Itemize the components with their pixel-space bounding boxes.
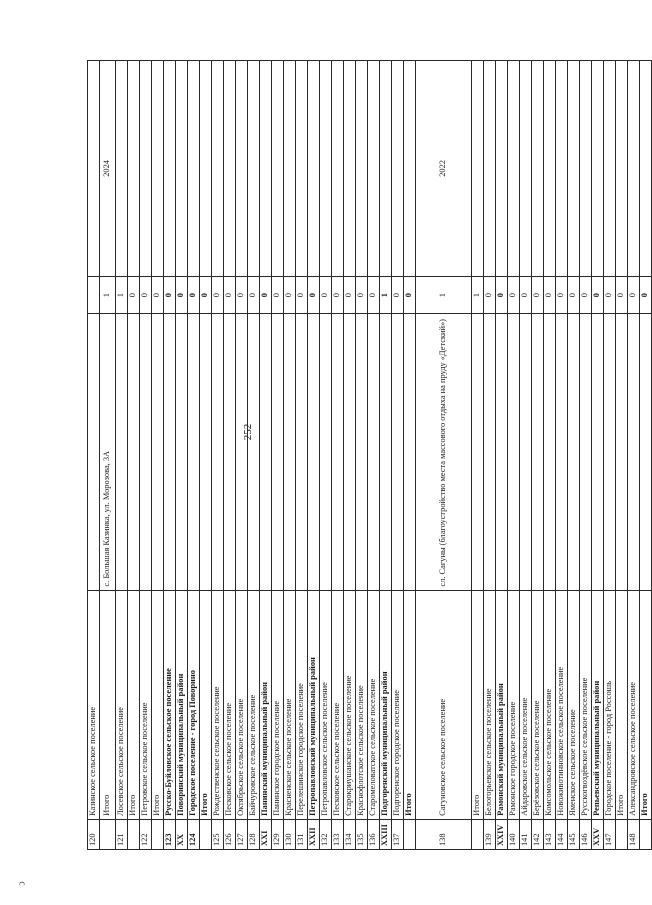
object-count-cell: 0 [260,276,272,314]
settlement-name-cell: Итого [200,590,212,819]
implementation-year-cell [332,61,344,277]
object-address-cell [580,314,592,590]
settlement-name-cell: Репьевский муниципальный район [592,590,604,819]
object-count-cell: 0 [404,276,416,314]
object-address-cell [356,314,368,590]
object-count-cell: 0 [308,276,320,314]
row-number-cell: 121 [116,819,128,849]
settlement-name-cell: Поворинский муниципальный район [176,590,188,819]
object-count-cell: 0 [344,276,356,314]
table-row [544,61,556,850]
object-address-cell [404,314,416,590]
object-address-cell: с. Большая Казинка, ул. Морозова, 3А [100,314,116,590]
object-count-cell: 0 [628,276,640,314]
settlement-name-cell: Итого [152,590,164,819]
object-address-cell [140,314,152,590]
object-count-cell: 0 [616,276,628,314]
row-number-cell: 131 [296,819,308,849]
implementation-year-cell [580,61,592,277]
object-address-cell [320,314,332,590]
row-number-cell [640,819,652,849]
row-number-cell: XXIV [496,819,508,849]
settlement-name-cell: Песковское сельское поселение [224,590,236,819]
settlement-name-cell: Итого [472,590,484,819]
row-number-cell: XXI [260,819,272,849]
table-row [616,61,628,850]
table-row [496,61,508,850]
object-count-cell: 0 [580,276,592,314]
implementation-year-cell [616,61,628,277]
row-number-cell [100,819,116,849]
settlement-name-cell: Белогорьевское сельское поселение [484,590,496,819]
settlement-name-cell: Рамонский муниципальный район [496,590,508,819]
row-number-cell: 146 [580,819,592,849]
row-number-cell: 128 [248,819,260,849]
object-count-cell: 1 [416,276,472,314]
object-count-cell: 0 [568,276,580,314]
object-address-cell [604,314,616,590]
implementation-year-cell [556,61,568,277]
implementation-year-cell [520,61,532,277]
row-number-cell: 120 [88,819,100,849]
table-row [392,61,404,850]
stray-margin-mark: ↄ [16,881,28,886]
object-count-cell: 0 [284,276,296,314]
table-row [580,61,592,850]
implementation-year-cell [260,61,272,277]
settlement-name-cell: Берёзовское сельское поселение [532,590,544,819]
settlement-name-cell: Подгоренский муниципальный район [380,590,392,819]
row-number-cell [472,819,484,849]
object-count-cell: 0 [332,276,344,314]
implementation-year-cell [592,61,604,277]
settlement-name-cell: Итого [100,590,116,819]
implementation-year-cell [472,61,484,277]
object-address-cell [508,314,520,590]
object-address-cell [284,314,296,590]
object-count-cell [88,276,100,314]
row-number-cell: 147 [604,819,616,849]
row-number-cell: 130 [284,819,296,849]
implementation-year-cell [496,61,508,277]
object-address-cell [484,314,496,590]
settlement-name-cell: Краснофлотское сельское поселение [356,590,368,819]
object-address-cell [520,314,532,590]
object-address-cell [344,314,356,590]
object-address-cell [640,314,652,590]
object-address-cell [332,314,344,590]
table-row [472,61,484,850]
settlement-name-cell: Панинское городское поселение [272,590,284,819]
object-address-cell [152,314,164,590]
object-count-cell: 0 [532,276,544,314]
object-address-cell [272,314,284,590]
table-row [212,61,224,850]
implementation-year-cell [368,61,380,277]
object-address-cell [248,314,260,590]
object-count-cell: 1 [380,276,392,314]
table-row [164,61,176,850]
object-address-cell [128,314,140,590]
settlement-name-cell: Песковское сельское поселение [332,590,344,819]
table-row [100,61,116,850]
implementation-year-cell [568,61,580,277]
implementation-year-cell [544,61,556,277]
table-row [260,61,272,850]
row-number-cell [152,819,164,849]
object-address-cell [308,314,320,590]
row-number-cell: 144 [556,819,568,849]
object-address-cell [592,314,604,590]
table-row [332,61,344,850]
settlement-name-cell: Старокриушанское сельское поселение [344,590,356,819]
table-row [368,61,380,850]
table-row [320,61,332,850]
object-address-cell [616,314,628,590]
table-row [344,61,356,850]
table-row [416,61,472,850]
row-number-cell: 134 [344,819,356,849]
object-address-cell [532,314,544,590]
row-number-cell: 126 [224,819,236,849]
row-number-cell: 137 [392,819,404,849]
object-count-cell: 0 [140,276,152,314]
object-count-cell: 0 [356,276,368,314]
implementation-year-cell: 2024 [100,61,116,277]
implementation-year-cell [484,61,496,277]
row-number-cell: 148 [628,819,640,849]
row-number-cell [200,819,212,849]
table-row [272,61,284,850]
object-address-cell [496,314,508,590]
object-address-cell [544,314,556,590]
row-number-cell: 143 [544,819,556,849]
object-count-cell: 0 [212,276,224,314]
table-row [604,61,616,850]
object-count-cell: 1 [100,276,116,314]
implementation-year-cell [404,61,416,277]
implementation-year-cell: 2022 [416,61,472,277]
table-row [380,61,392,850]
implementation-year-cell [272,61,284,277]
object-count-cell: 0 [484,276,496,314]
object-address-cell [236,314,248,590]
settlement-name-cell: Сагуновское сельское поселение [416,590,472,819]
settlement-name-cell: Панинский муниципальный район [260,590,272,819]
object-count-cell: 1 [116,276,128,314]
implementation-year-cell [176,61,188,277]
object-address-cell [188,314,200,590]
object-count-cell: 0 [164,276,176,314]
object-count-cell: 0 [368,276,380,314]
object-count-cell: 0 [272,276,284,314]
row-number-cell: 140 [508,819,520,849]
row-number-cell: 132 [320,819,332,849]
row-number-cell: 135 [356,819,368,849]
object-address-cell [472,314,484,590]
implementation-year-cell [188,61,200,277]
settlement-name-cell: Байчуровское сельское поселение [248,590,260,819]
object-address-cell [296,314,308,590]
object-count-cell: 0 [320,276,332,314]
implementation-year-cell [116,61,128,277]
settlements-table [87,60,652,850]
row-number-cell: 136 [368,819,380,849]
settlement-name-cell: Красненское сельское поселение [284,590,296,819]
object-address-cell [164,314,176,590]
table-row [532,61,544,850]
table-row [404,61,416,850]
object-count-cell: 0 [248,276,260,314]
row-number-cell: 122 [140,819,152,849]
implementation-year-cell [152,61,164,277]
object-count-cell: 0 [544,276,556,314]
settlement-name-cell: Айдаровское сельское поселение [520,590,532,819]
row-number-cell: 139 [484,819,496,849]
table-row [308,61,320,850]
row-number-cell: 129 [272,819,284,849]
implementation-year-cell [604,61,616,277]
settlement-name-cell: Итого [640,590,652,819]
object-address-cell [368,314,380,590]
settlement-name-cell: Александровское сельское поселение [628,590,640,819]
row-number-cell: 124 [188,819,200,849]
object-count-cell: 0 [176,276,188,314]
table-row [116,61,128,850]
object-address-cell [568,314,580,590]
table-row [356,61,368,850]
object-count-cell: 0 [556,276,568,314]
implementation-year-cell [320,61,332,277]
implementation-year-cell [164,61,176,277]
settlement-name-cell: Рамонское городское поселение [508,590,520,819]
settlement-name-cell: Перелешинское городское поселение [296,590,308,819]
row-number-cell: 133 [332,819,344,849]
object-address-cell [556,314,568,590]
implementation-year-cell [200,61,212,277]
settlement-name-cell: Лосевское сельское поселение [116,590,128,819]
table-row [296,61,308,850]
settlement-name-cell: Подгоренское городское поселение [392,590,404,819]
implementation-year-cell [140,61,152,277]
settlement-name-cell: Новоживотинновское сельское поселение [556,590,568,819]
row-number-cell: 141 [520,819,532,849]
table-row [520,61,532,850]
row-number-cell: 138 [416,819,472,849]
settlement-name-cell: Итого [128,590,140,819]
implementation-year-cell [88,61,100,277]
table-row [592,61,604,850]
implementation-year-cell [296,61,308,277]
table-row [176,61,188,850]
settlement-name-cell: Яменское сельское поселение [568,590,580,819]
row-number-cell [128,819,140,849]
table-row [128,61,140,850]
implementation-year-cell [284,61,296,277]
table-row [628,61,640,850]
table-row [188,61,200,850]
object-count-cell: 0 [640,276,652,314]
object-count-cell: 0 [508,276,520,314]
object-address-cell [212,314,224,590]
object-count-cell: 0 [224,276,236,314]
object-count-cell: 0 [200,276,212,314]
settlement-name-cell: Петропавловский муниципальный район [308,590,320,819]
object-address-cell [176,314,188,590]
table-row [224,61,236,850]
object-address-cell [392,314,404,590]
implementation-year-cell [640,61,652,277]
table-row [140,61,152,850]
table-row [484,61,496,850]
settlement-name-cell: Петровское сельское поселение [140,590,152,819]
object-count-cell: 0 [152,276,164,314]
row-number-cell: 123 [164,819,176,849]
implementation-year-cell [308,61,320,277]
table-row [508,61,520,850]
settlement-name-cell: Казинское сельское поселение [88,590,100,819]
table-row [556,61,568,850]
object-address-cell: сл. Сагуны (благоустройство места массового отдыха на пруду «Детский») [416,314,472,590]
object-count-cell: 0 [520,276,532,314]
settlement-name-cell: Русско-Буйловское сельское поселение [164,590,176,819]
implementation-year-cell [236,61,248,277]
object-count-cell: 1 [472,276,484,314]
table-row [284,61,296,850]
row-number-cell [404,819,416,849]
settlement-name-cell: Октябрьское сельское поселение [236,590,248,819]
settlement-name-cell: Русскогвоздёвское сельское поселение [580,590,592,819]
row-number-cell: XXII [308,819,320,849]
object-count-cell: 0 [236,276,248,314]
object-count-cell: 0 [188,276,200,314]
object-address-cell [88,314,100,590]
implementation-year-cell [508,61,520,277]
settlement-name-cell: Итого [404,590,416,819]
object-address-cell [200,314,212,590]
row-number-cell: 142 [532,819,544,849]
object-count-cell: 0 [128,276,140,314]
table-row [248,61,260,850]
table-row [640,61,652,850]
implementation-year-cell [380,61,392,277]
row-number-cell [616,819,628,849]
implementation-year-cell [344,61,356,277]
table-row [152,61,164,850]
implementation-year-cell [128,61,140,277]
settlement-name-cell: Городское поселение - город Поворино [188,590,200,819]
settlement-name-cell: Рождественское сельское поселение [212,590,224,819]
implementation-year-cell [248,61,260,277]
object-address-cell [380,314,392,590]
table-row [88,61,100,850]
row-number-cell: XXV [592,819,604,849]
implementation-year-cell [628,61,640,277]
object-count-cell: 0 [604,276,616,314]
settlement-name-cell: Старомеловатское сельское поселение [368,590,380,819]
object-count-cell: 0 [592,276,604,314]
table-row [200,61,212,850]
object-address-cell [116,314,128,590]
object-address-cell [628,314,640,590]
row-number-cell: XX [176,819,188,849]
implementation-year-cell [356,61,368,277]
row-number-cell: 145 [568,819,580,849]
implementation-year-cell [224,61,236,277]
table-body [88,61,652,850]
row-number-cell: XXIII [380,819,392,849]
page-number: 252 [242,423,254,441]
object-count-cell: 0 [296,276,308,314]
implementation-year-cell [532,61,544,277]
table-row [236,61,248,850]
object-address-cell [260,314,272,590]
row-number-cell: 125 [212,819,224,849]
row-number-cell: 127 [236,819,248,849]
settlement-name-cell: Комсомольское сельское поселение [544,590,556,819]
object-address-cell [224,314,236,590]
table-row [568,61,580,850]
object-count-cell: 0 [496,276,508,314]
settlement-name-cell: Итого [616,590,628,819]
implementation-year-cell [392,61,404,277]
implementation-year-cell [212,61,224,277]
settlement-name-cell: Петропавловское сельское поселение [320,590,332,819]
settlement-name-cell: Городское поселение - город Россошь [604,590,616,819]
rotated-table-container [87,60,650,850]
object-count-cell: 0 [392,276,404,314]
